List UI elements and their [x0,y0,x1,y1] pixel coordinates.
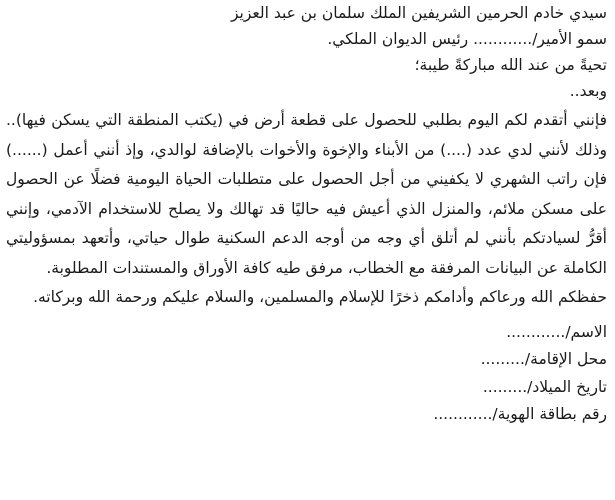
transition-line: وبعد.. [569,82,607,100]
prince-line: سمو الأمير/............ رئيس الديوان الملكي. [327,30,607,48]
greeting-line: تحيةً من عند الله مباركةً طيبة؛ [414,56,607,74]
residence-field-label: محل الإقامة/......... [480,350,607,368]
letter-body: فإنني أتقدم لكم اليوم بطلبي للحصول على قطعة أرض في (يكتب المنطقة التي يسكن فيها).. وذلك لأنني لدي عدد (....) من الأبناء والإخوة والأخوات بالإضافة لوالدي، وإذ أنني أعمل (......) فإن راتب الشهري لا يكفيني من أجل الحصول على متطلبات الحياة اليومية فضلًا عن الحصول على مسكن ملائم، والمنزل الذي أعيش فيه حاليًا قد تهالك ولا يصلح للاستخدام الآدمي، وإنني أقرُّ لسيادتكم بأنني لم أتلق أي وجه من أوجه الدعم السكنية طوال حياتي، وأتعهد بمسؤوليتي الكاملة عن البيانات المرفقة مع الخطاب، مرفق طيه كافة الأوراق والمستندات المطلوبة. [6,111,607,277]
recipient-line: سيدي خادم الحرمين الشريفين الملك سلمان بن عبد العزيز [230,4,607,22]
name-field-label: الاسم/............ [506,322,607,341]
birth-date-field-label: تاريخ الميلاد/......... [482,377,607,396]
id-number-field-label: رقم بطاقة الهوية/............ [433,405,607,423]
closing-paragraph: حفظكم الله ورعاكم وأدامكم ذخرًا للإسلام والمسلمين، والسلام عليكم ورحمة الله وبركاته. [33,288,607,306]
